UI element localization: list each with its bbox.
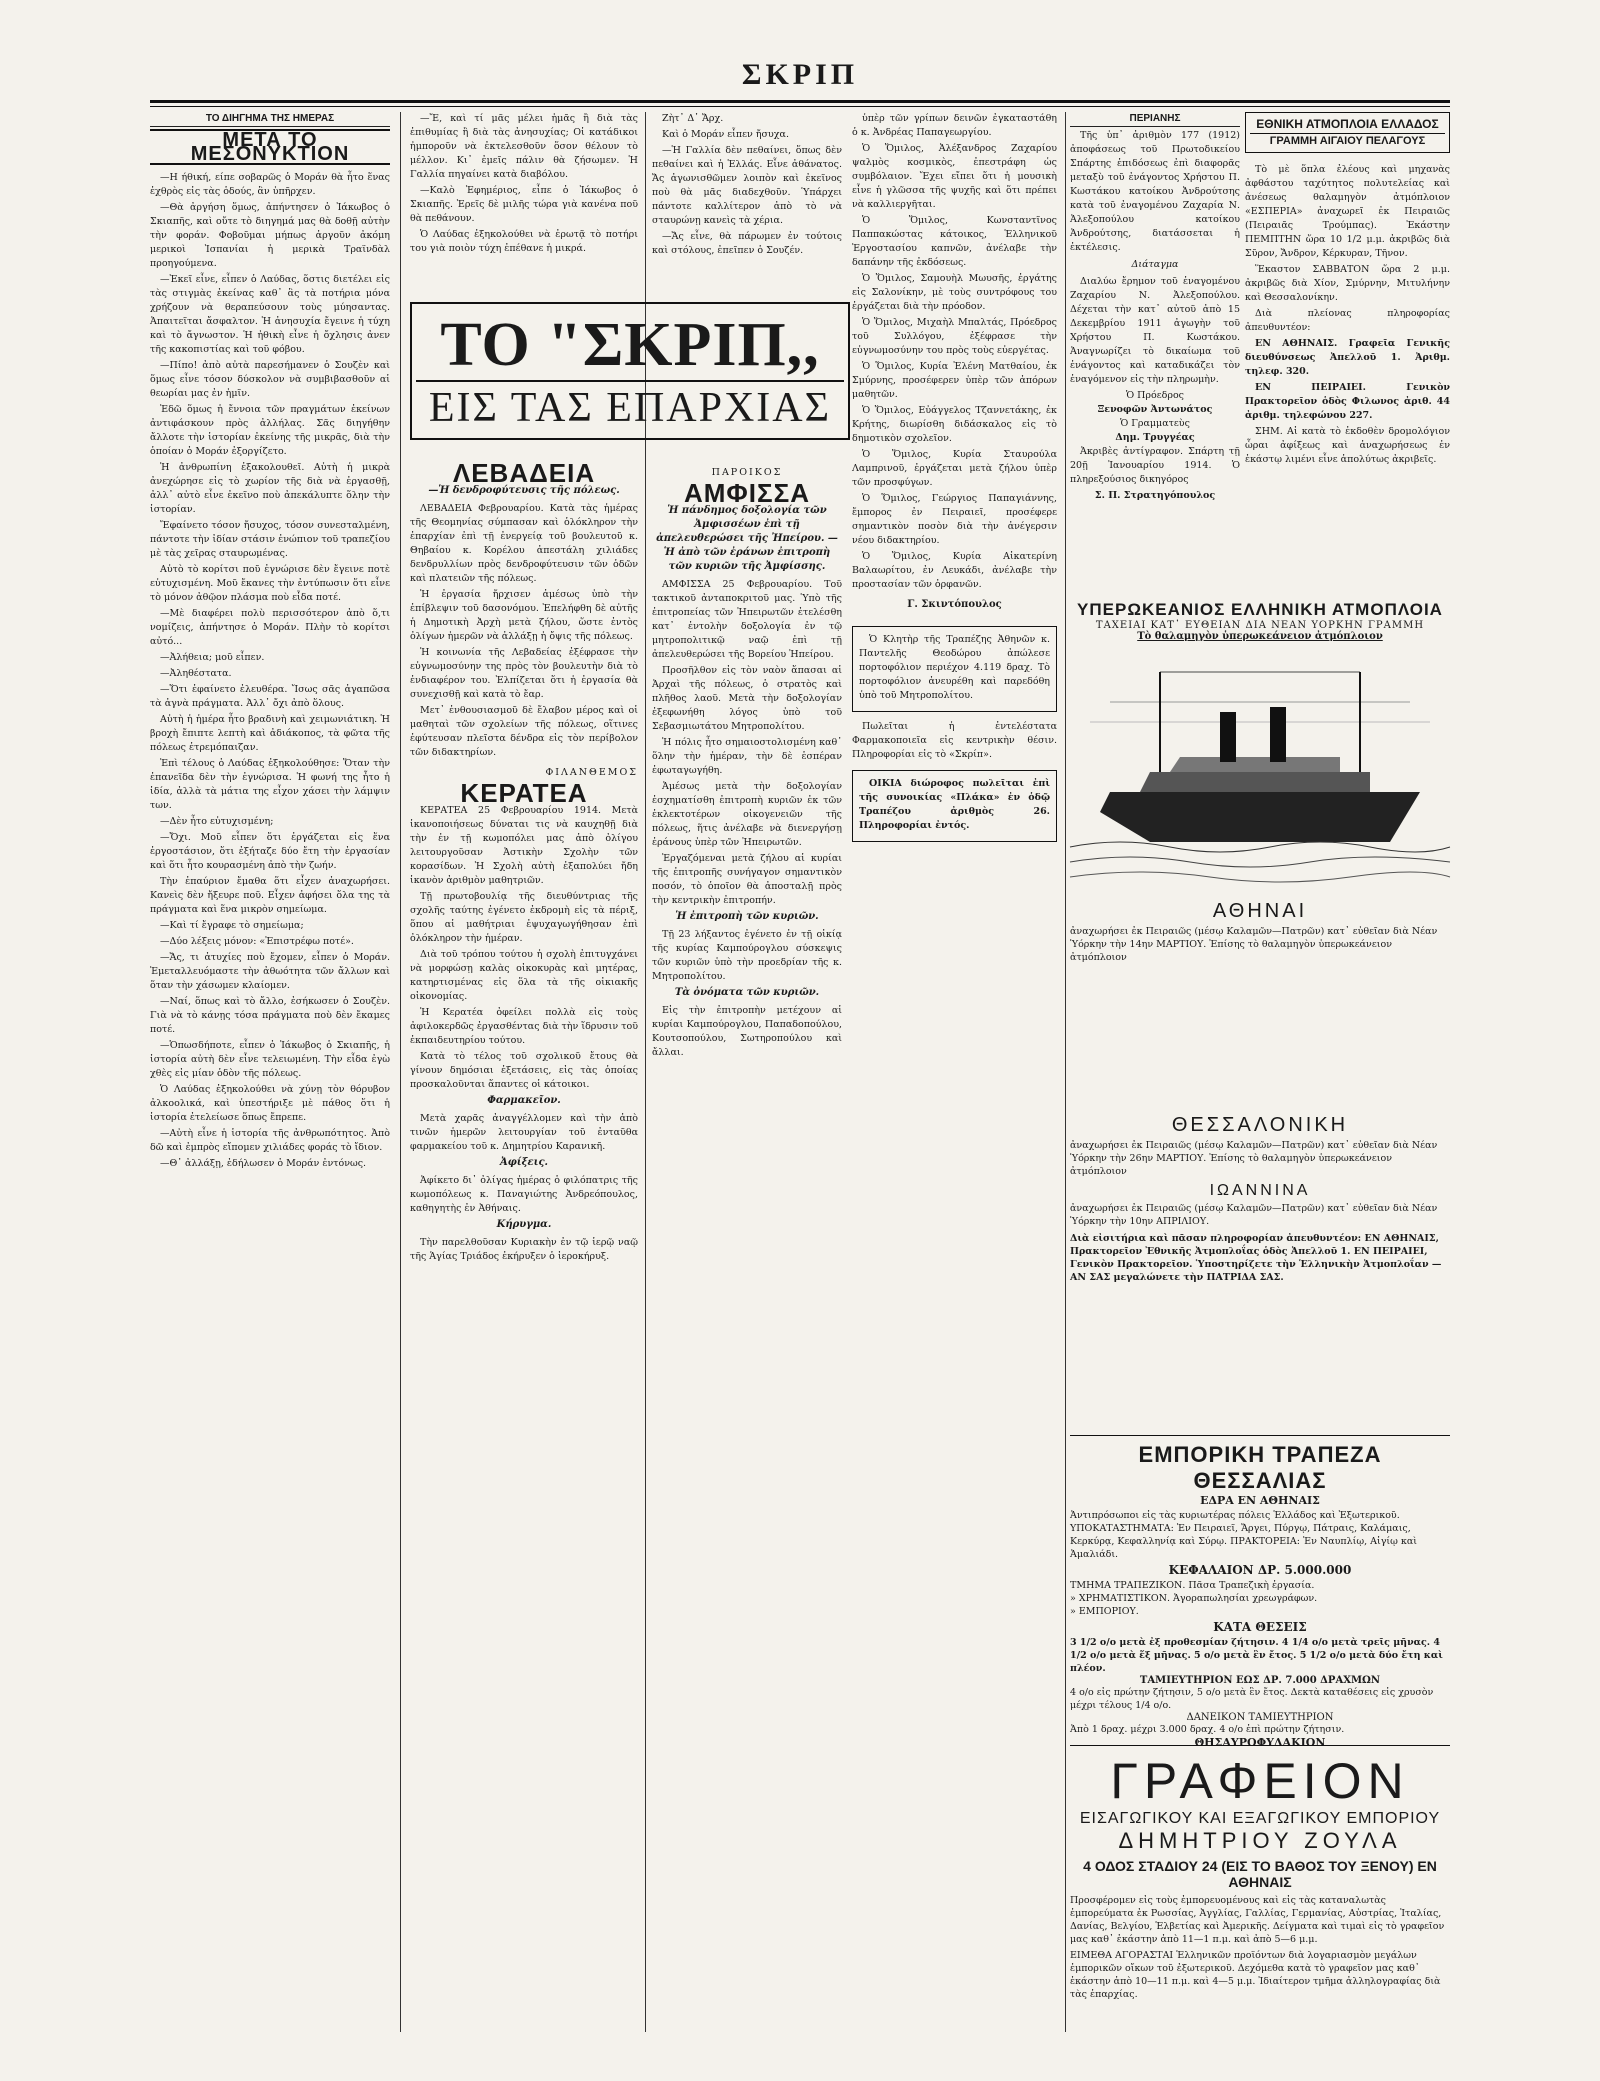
story-paragraph: —Ἀλήθεια; μοῦ εἶπεν. [160, 652, 265, 663]
column-divider [400, 112, 401, 2032]
story-conclusion [652, 112, 842, 302]
masthead-rule-thin [150, 106, 1450, 107]
court-notice-heading: ΠΕΡΙΑΝΗΣ [1070, 112, 1240, 127]
amfissa-names-text: Εἰς τὴν ἐπιτροπὴν μετέχουν αἱ κυρίαι Καμπούρογλου, Παπαδοπούλου, Κουτσοπούλου, Σωτηροπούλου καὶ ἄλλαι. [652, 1005, 842, 1058]
amfissa-paragraph: Ἀμέσως μετὰ τὴν δοξολογίαν ἐσχηματίσθη ἐπιτροπὴ κυριῶν ἐκ τῶν ἐκλεκτοτέρων οἰκογενειῶν τῆς πόλεως, ἥτις ἀνέλαβε νὰ διενεργήσῃ ἐράνους ὑπὲρ τῶν Ἠπειρωτῶν. [652, 781, 842, 848]
banner-subtitle: ΕΙΣ ΤΑΣ ΕΠΑΡΧΙΑΣ [416, 380, 844, 432]
ad-divider [1070, 1435, 1450, 1436]
lebadeia-paragraph: Ἡ ἐργασία ἤρχισεν ἀμέσως ὑπὸ τὴν ἐπίβλεψιν τοῦ δασονόμου. Ἐπελήφθη δὲ αὐτῆς ἡ Δημοτικὴ Ἀρχὴ μετὰ ζήλου, ὥστε ἐντὸς ὀλίγων ἡμερῶν νὰ ἀλλάξῃ ἡ ὄψις τῆς πόλεως. [410, 589, 638, 642]
aegean-ad-text2: Ἕκαστον ΣΑΒΒΑΤΟΝ ὥρα 2 μ.μ. ἀκριβῶς διὰ Χίον, Σμύρνην, Μιτυλήνην καὶ Θεσσαλονίκην. [1245, 264, 1450, 303]
lebadeia-subheading: —Ἡ δενδροφύτευσις τῆς πόλεως. [428, 485, 620, 496]
office-title: ΓΡΑΦΕΙΟΝ [1110, 1753, 1410, 1809]
story-paragraph: —Αὐτὴ εἶνε ἡ ἱστορία τῆς ἀνθρωπότητος. Ἀπὸ δῶ καὶ ἐμπρὸς εἴπομεν χιλιάδες φοράς τὸ ἴδιον. [150, 1128, 390, 1153]
column-divider [1065, 112, 1066, 2032]
story-paragraph: —Ἡ Γαλλία δὲν πεθαίνει, ὅπως δὲν πεθαίνει καὶ ἡ Ἑλλάς. Εἶνε ἀθάνατος. Ἄς ἀγωνισθῶμεν λοιπὸν καὶ ἐκεῖνος ποὺ θὰ μᾶς διαδεχθοῦν. Ὑπάρχει πάντοτε καλλίτερον ἀπὸ τὸ νὰ σταυρώνῃ κανεὶς τὰ χέρια. [652, 145, 842, 226]
club-notice-paragraph: Ὁ Ὅμιλος, Κυρία Ἐλένη Ματθαίου, ἐκ Σμύρνης, προσέφερεν ὑπὲρ τῶν ἀπόρων μαθητῶν. [852, 361, 1057, 400]
club-notice-paragraph: Ὁ Ὅμιλος, Μιχαὴλ Μπαλτάς, Πρόεδρος τοῦ Συλλόγου, ἐξέφρασε τὴν εὐγνωμοσύνην του πρὸς τοὺς εὐεργέτας. [852, 317, 1057, 356]
story-paragraph: Ἡ ἀνθρωπίνη ἐξακολουθεῖ. Αὐτὴ ἡ μικρὰ ἀνεχώρησε εἰς τὸ χωρίον τῆς διὰ νὰ ἐργασθῇ, ἀλλ᾽ αὐτὸ εἶνε ἐκεῖνο ποὺ ἀπεκάλυπτε ὅλην τὴν ἱστορίαν. [150, 462, 390, 515]
bank-savings-text: 4 ο/ο εἰς πρώτην ζήτησιν, 5 ο/ο μετὰ ἓν ἔτος. Δεκτὰ καταθέσεις εἰς χρυσὸν μέχρι τέλους 1/4 ο/ο. [1070, 1687, 1434, 1711]
house-sale-ad [852, 770, 1057, 842]
office-owner-name: ΔΗΜΗΤΡΙΟΥ ΖΟΥΛΑ [1118, 1828, 1402, 1853]
club-notice-paragraph: ὑπὲρ τῶν γρίπων δεινῶν ἐγκαταστάθη ὁ κ. Ἀνδρέας Παπαγεωργίου. [852, 113, 1057, 138]
story-paragraph: Τὴν ἐπαύριον ἔμαθα ὅτι εἶχεν ἀναχωρήσει. Κανεὶς δὲν ἤξευρε ποῦ. Εἶχεν ἀφήσει ὅλα της τὰ πράγματα καὶ ἕνα μικρὸν σημείωμα. [150, 876, 390, 915]
story-paragraph: —Ναί, ὅπως καὶ τὸ ἄλλο, ἐσήκωσεν ὁ Σουζὲν. Γιὰ νὰ τὸ κάνῃς τόσα πράγματα ποὺ δὲν ἔκαμες ποτέ. [150, 996, 390, 1035]
lost-wallet-notice [852, 626, 1057, 712]
story-paragraph: Ζὴτ᾽ Δ᾽ Ἄρχ. [662, 113, 724, 124]
amfissa-body [652, 578, 842, 908]
ship-athinai-text: ἀναχωρήσει ἐκ Πειραιῶς (μέσῳ Καλαμῶν—Πατρῶν) κατ᾽ εὐθεῖαν διὰ Νέαν Ὑόρκην τὴν 14ην ΜΑΡΤΙΟΥ. Ἐπίσης τὸ θαλαμηγὸν ὑπερωκεάνειον ἀτμόπλοιον [1070, 926, 1438, 963]
transatlantic-footer: Διὰ εἰσιτήρια καὶ πᾶσαν πληροφορίαν ἀπευθυντέον: ΕΝ ΑΘΗΝΑΙΣ, Πρακτορεῖον Ἐθνικῆς Ἀτμοπλοΐας ὁδὸς Ἀπελλοῦ 1. ΕΝ ΠΕΙΡΑΙΕΙ, Γενικὸν Πρακτορεῖον. Ὑποστηρίζετε τὴν Ἑλληνικὴν Ἀτμοπλοΐαν — ΑΝ ΣΑΣ μεγαλώνετε τὴν ΠΑΤΡΙΔΑ ΣΑΣ. [1070, 1233, 1442, 1283]
office-subtitle: ΕΙΣΑΓΩΓΙΚΟΥ ΚΑΙ ΕΞΑΓΩΓΙΚΟΥ ΕΜΠΟΡΙΟΥ [1079, 1810, 1441, 1827]
bank-loan-savings-text: Ἀπὸ 1 δραχ. μέχρι 3.000 δραχ. 4 ο/ο ἐπὶ πρώτην ζήτησιν. [1070, 1724, 1345, 1735]
secretary-title: Ὁ Γραμματεὺς [1120, 418, 1190, 429]
transatlantic-ad-continued [1070, 1110, 1450, 1430]
bank-branches-text: Ἀντιπρόσωποι εἰς τὰς κυριωτέρας πόλεις Ἑλλάδος καὶ Ἐξωτερικοῦ. ΥΠΟΚΑΤΑΣΤΗΜΑΤΑ: Ἐν Πειραιεῖ, Ἄργει, Πύργῳ, Πάτραις, Καλάμαις, Κερκύρᾳ, Κεφαλληνίᾳ καὶ Σύρῳ. ΠΡΑΚΤΟΡΕΙΑ: Ἐν Ναυπλίῳ, Αἰγίῳ καὶ Ἀμαλιάδι. [1070, 1510, 1418, 1560]
story-paragraph: Ὁ Λαύδας ἐξηκολούθει νὰ χύνῃ τὸν θόρυβον ἀλκοολικά, καὶ ὑπεστήριξε μὲ πάθος ὅτι ἡ ἱστορία ἐτελείωσε ὅπως ἔπρεπε. [150, 1084, 390, 1123]
story-paragraph: Αὐτὴ ἡ ἡμέρα ἦτο βραδινὴ καὶ χειμωνιάτικη. Ἡ βροχὴ ἔπιπτε λεπτὴ καὶ ἀδιάκοπος, τὰ φῶτα τῆς πόλεως ἐτρεμόπαιζαν. [150, 714, 390, 753]
club-notice-paragraph: Ὁ Ὅμιλος, Σαμουὴλ Μωυσῆς, ἐργάτης εἰς Σαλονίκην, μὲ τοὺς συντρόφους του ἐργάζεται διὰ τὴν πρόοδον. [852, 273, 1057, 312]
office-buyers-text: ΕΙΜΕΘΑ ΑΓΟΡΑΣΤΑΙ Ἑλληνικῶν προϊόντων διὰ λογαριασμὸν μεγάλων ἐμπορικῶν οἴκων τοῦ ἐξωτερικοῦ. Δεχόμεθα κατὰ τὸ γραφεῖον μας καθ᾽ ἑκάστην ἀπὸ 10—11 π.μ. καὶ 4—5 μ.μ. Ἰδιαίτερον τμῆμα ἀλληλογραφίας διὰ τὰς ἐπαρχίας. [1070, 1950, 1441, 2000]
club-notices [852, 112, 1057, 592]
amfissa-paragraph: Προσῆλθον εἰς τὸν ναὸν ἅπασαι αἱ Ἀρχαὶ τῆς πόλεως, ὁ στρατὸς καὶ πλῆθος λαοῦ. Μετὰ τὴν δοξολογίαν ἐξεφωνήθη λόγος ὑπὸ τοῦ Σεβασμιωτάτου Μητροπολίτου. [652, 665, 842, 732]
ship-thessaloniki-name: ΘΕΣΣΑΛΟΝΙΚΗ [1171, 1114, 1349, 1136]
story-paragraph: —Ἔ, καὶ τί μᾶς μέλει ἡμᾶς ἢ διὰ τὰς ἐπιθυμίας ἢ διὰ τὰς ἀνησυχίας; Οἱ κατάδικοι ἠμποροῦν νὰ ἐκτελεσθοῦν ὅσον θέλουν τὸ μέλλον. Κι᾽ ἐμεῖς πάλιν θὰ ζήσωμεν. Ἡ Γαλλία πηγαίνει κατὰ διαβόλου. [410, 113, 638, 180]
story-paragraph: —Ἐκεῖ εἶνε, εἶπεν ὁ Λαύδας, ὅστις διετέλει εἰς τὰς στιγμὰς ἐκείνας καθ᾽ ἃς τὰ ποτήρια μόνα χρήζουν νὰ θεραπεύσουν τοὺς μύησαντας. Ἀπαιτεῖται ἄσφαλτον. Ἡ ἀνησυχία ἔγεινε ἡ τύχη καὶ τὸ ἄγνωστον. Ἡ ἠθικὴ εἶνε ἡ ὄχλησις ἀνεν τῆς κακοπιστίας καὶ τοῦ φόβου. [150, 274, 390, 355]
lawyer-name: Σ. Π. Στρατηγόπουλος [1094, 490, 1216, 501]
bank-dept-exchange: » ΧΡΗΜΑΤΙΣΤΙΚΟΝ. Ἀγοραπωλησίαι χρεωγράφων. [1070, 1593, 1318, 1604]
story-paragraph: —Ὅτι ἐφαίνετο ἐλευθέρα. Ἴσως σᾶς ἀγαπῶσα τὰ ἀγνὰ πράγματα. Ἀλλ᾽ ὄχι ἀπὸ ὅλους. [150, 684, 390, 709]
amfissa-names-heading: Τὰ ὀνόματα τῶν κυριῶν. [674, 987, 820, 998]
provincial-news-left [410, 460, 638, 2032]
decree-heading: Διάταγμα [1131, 259, 1179, 270]
keratea-heading: ΚΕΡΑΤΕΑ [460, 778, 588, 808]
story-paragraph: —Πίπο! ἀπὸ αὐτὰ παρεσήμανεν ὁ Σουζὲν καὶ ὅμως εἶνε τόσον δύσκολον νὰ συμβιβασθοῦν αἱ θεωρίαι μας ἐν ἡμῖν. [150, 360, 390, 399]
import-export-office-ad [1070, 1752, 1450, 2032]
lebadeia-paragraph: ΛΕΒΑΔΕΙΑ Φεβρουαρίου. Κατὰ τὰς ἡμέρας τῆς Θεομηνίας σύμπασαν καὶ ὁλόκληρον τὴν ἐπαρχίαν ἐπὶ τῇ ἐνεργείᾳ τοῦ βουλευτοῦ κ. Θηβαίου κ. Κορέλου ἀπεστάλη χιλιάδες δενδρυλλίων πρὸς δενδροφύτευσιν τῶν ὁδῶν καὶ πλατειῶν τῆς πόλεως. [410, 503, 638, 584]
bank-footer: ΘΗΣΑΥΡΟΦΥΛΑΚΙΟΝ [1194, 1736, 1326, 1749]
amfissa-heading: ΑΜΦΙΣΣΑ [684, 478, 810, 508]
lebadeia-body [410, 502, 638, 760]
ship-caption: Τὸ θαλαμηγὸν ὑπερωκεάνειον ἀτμόπλοιον [1137, 631, 1383, 642]
office-address: 4 ΟΔΟΣ ΣΤΑΔΙΟΥ 24 (ΕΙΣ ΤΟ ΒΑΘΟΣ ΤΟΥ ΞΕΝΟΥ) ΕΝ ΑΘΗΝΑΙΣ [1083, 1858, 1437, 1890]
story-column [150, 112, 390, 2032]
story-paragraph: —Καὶ τί ἔγραφε τὸ σημείωμα; [160, 920, 304, 931]
masthead-rule [150, 100, 1450, 103]
story-paragraph: —Ἄς εἶνε, θὰ πάρωμεν ἐν τούτοις καὶ στόλους, ἐπεῖπεν ὁ Σουζέν. [652, 231, 842, 256]
bank-subtitle: ΕΔΡΑ ΕΝ ΑΘΗΝΑΙΣ [1200, 1494, 1320, 1507]
story-paragraph: Καὶ ὁ Μοράν εἶπεν ἤσυχα. [662, 129, 789, 140]
aegean-ad-subtitle: ΓΡΑΜΜΗ ΑΙΓΑΙΟΥ ΠΕΛΑΓΟΥΣ [1250, 133, 1445, 148]
lebadeia-signoff: ΦΙΛΑΝΘΕΜΟΣ [545, 767, 638, 778]
aegean-ad-piraeus: ΕΝ ΠΕΙΡΑΙΕΙ. Γενικὸν Πρακτορεῖον ὁδὸς Φιλωνος ἀριθ. 44 ἀριθμ. τηλεφώνου 227. [1245, 382, 1450, 421]
amfissa-paragraph: Ἡ πόλις ἦτο σημαιοστολισμένη καθ᾽ ὅλην τὴν ἡμέραν, τὴν δὲ ἑσπέραν ἐφωταγωγήθη. [652, 737, 842, 776]
story-body [150, 171, 390, 1171]
keratea-arrivals-heading: Ἀφίξεις. [499, 1157, 549, 1168]
ship-athinai-name: ΑΘΗΝΑΙ [1212, 900, 1308, 922]
lebadeia-heading: ΛΕΒΑΔΕΙΑ [452, 458, 596, 488]
story-paragraph: —Ἀληθέστατα. [160, 668, 232, 679]
story-continuation-body [410, 112, 638, 256]
story-paragraph: —Δὲν ἦτο εὐτυχισμένη; [160, 816, 274, 827]
ship-thessaloniki-text: ἀναχωρήσει ἐκ Πειραιῶς (μέσῳ Καλαμῶν—Πατρῶν) κατ᾽ εὐθεῖαν διὰ Νέαν Ὑόρκην τὴν 26ην ΜΑΡΤΙΟΥ. Ἐπίσης τὸ θαλαμηγὸν ὑπερωκεάνειον ἀτμόπλοιον [1070, 1140, 1438, 1177]
ad-divider [1070, 1745, 1450, 1746]
banner-title: ΤΟ "ΣΚΡΙΠ,, [440, 311, 820, 379]
provinces-banner [410, 302, 850, 450]
keratea-body [410, 804, 638, 1092]
house-sale-text: ΟΙΚΙΑ διώροφος πωλεῖται ἐπὶ τῆς συνοικίας «Πλάκα» ἐν ὁδῷ Τραπέζου ἀριθμὸς 26. Πληροφορίαι ἐντός. [859, 778, 1050, 831]
story-paragraph: —Ὄχι. Μοῦ εἶπεν ὅτι ἐργάζεται εἰς ἕνα ἐργοστάσιον, ὅτι ἐξήταζε δύο ἔτη τὴν ἐργασίαν καὶ ὅτι ἦτο κουρασμένη ἀπὸ τὴν ζωήν. [150, 832, 390, 871]
ship-ioannina-text: ἀναχωρήσει ἐκ Πειραιῶς (μέσῳ Καλαμῶν—Πατρῶν) κατ᾽ εὐθεῖαν διὰ Νέαν Ὑόρκην τὴν 10ην ΑΠΡΙΛΙΟΥ. [1070, 1203, 1438, 1227]
keratea-paragraph: Τῇ πρωτοβουλίᾳ τῆς διευθύντριας τῆς σχολῆς ταύτης ἐγένετο ἐκδρομὴ εἰς τὰ πέριξ, ὅπου αἱ μαθήτριαι ἐψυχαγωγήθησαν ἐπὶ ὀλόκληρον τὴν ἡμέραν. [410, 891, 638, 944]
club-notice-paragraph: Ὁ Ὅμιλος, Κυρία Σταυρούλα Λαμπρινοῦ, ἐργάζεται μετὰ ζήλου ὑπὲρ τῶν προσφύγων. [852, 449, 1057, 488]
decree-text: Διαλύω ἔρημον τοῦ ἐναγομένου Ζαχαρίου Ν. Ἀλεξοπούλου. Δέχεται τὴν κατ᾽ αὐτοῦ ἀπὸ 15 Δεκεμβρίου 1911 ἀγωγὴν τοῦ Χρήστου Π. Κωστάκου. Ἀναγνωρίζει τὸ δικαίωμα τοῦ ἐνάγοντος καὶ καταδικάζει τὸν ἐναγόμενον εἰς τὴν πληρωμὴν. [1070, 276, 1240, 385]
bank-dept-banking: ΤΜΗΜΑ ΤΡΑΠΕΖΙΚΟΝ. Πᾶσα Τραπεζικὴ ἐργασία. [1070, 1580, 1315, 1591]
amfissa-committee-heading: Ἡ ἐπιτροπὴ τῶν κυριῶν. [675, 911, 819, 922]
story-paragraph: —Ἄς, τι ἀτυχίες ποὺ ἔχομεν, εἶπεν ὁ Μοράν. Ἐμεταλλευόμαστε τὴν ἀθωότητα τῶν ἄλλων καὶ ὅταν τὴν χάσωμεν κλαίομεν. [150, 952, 390, 991]
story-paragraph: —Θὰ ἀργήση ὅμως, ἀπήντησεν ὁ Ἰάκωβος ὁ Σκιαπῆς, καὶ οὔτε τὸ διηγημά μας θὰ δοθῇ αὐτὴν τὴν φοράν. Φοβοῦμαι μήπως ἀργοῦν ἀκόμη μερικοὶ Ἰσπανίαι ἡ μερικὰ Τραϊνδὰλ προηγούμενα. [150, 202, 390, 269]
transatlantic-title: ΥΠΕΡΩΚΕΑΝΙΟΣ ΕΛΛΗΝΙΚΗ ΑΤΜΟΠΛΟΙΑ [1077, 600, 1443, 619]
story-paragraph: —Η ήθική, είπε σοβαρῶς ὁ Μοράν θὰ ἦτο ἕνας ἐχθρὸς εἰς τὰς ὁδούς, ἂν ὑπῆρχεν. [150, 172, 390, 197]
steamship-illustration [1070, 642, 1450, 892]
masthead [150, 58, 1450, 92]
certified-copy-text: Ἀκριβὲς ἀντίγραφον. Σπάρτη τῇ 20ῇ Ἰανουαρίου 1914. Ὁ πληρεξούσιος δικηγόρος [1070, 446, 1240, 485]
club-notice-paragraph: Ὁ Ὅμιλος, Κυρία Αἰκατερίνη Βαλαωρίτου, ἐν Λευκάδι, ἀνέλαβε τὴν προστασίαν τῶν ὀρφανῶν. [852, 551, 1057, 590]
story-conclusion-body [652, 112, 842, 258]
story-paragraph: —Δύο λέξεις μόνον: «Ἐπιστρέφω ποτέ». [160, 936, 354, 947]
story-continuation [410, 112, 638, 302]
story-paragraph: —Μὲ διαφέρει πολὺ περισσότερον ἀπὸ ὅ,τι νομίζεις, ἀπήντησε ὁ Μοράν. Πλὴν τὸ κορίτσι αὐτό... [150, 608, 390, 647]
club-notice-paragraph: Ὁ Ὅμιλος, Γεώργιος Παπαγιάννης, ἔμπορος ἐν Πειραιεῖ, προσέφερε σημαντικὸν ποσὸν διὰ τὴν ἀνέγερσιν νέου διδακτηρίου. [852, 493, 1057, 546]
keratea-sermon-text: Τὴν παρελθοῦσαν Κυριακὴν ἐν τῷ ἱερῷ ναῷ τῆς Ἁγίας Τριάδος ἐκήρυξεν ὁ ἱεροκήρυξ. [410, 1237, 638, 1262]
bank-title: ΕΜΠΟΡΙΚΗ ΤΡΑΠΕΖΑ ΘΕΣΣΑΛΙΑΣ [1138, 1442, 1382, 1493]
office-offer-text: Προσφέρομεν εἰς τοὺς ἐμπορευομένους καὶ εἰς τὰς καταναλωτὰς ἐμπορεύματα ἐκ Ρωσσίας, Ἀγγλίας, Γαλλίας, Γερμανίας, Αὐστρίας, Ἰταλίας, Δανίας, Βελγίου, Ἑλβετίας καὶ Ἀμερικῆς. Δείγματα καὶ τιμαὶ εἰς τὸ γραφεῖον μας καθ᾽ ἑκάστην ἀπὸ 11—1 π.μ. καὶ ἀπὸ 5—6 μ.μ. [1070, 1895, 1445, 1945]
bank-loan-savings-heading: ΔΑΝΕΙΚΟΝ ΤΑΜΙΕΥΤΗΡΙΟΝ [1186, 1712, 1334, 1723]
aegean-ad-athens: ΕΝ ΑΘΗΝΑΙΣ. Γραφεῖα Γενικῆς διευθύνσεως Ἀπελλοῦ 1. Ἀριθμ. τηλεφ. 320. [1245, 338, 1450, 377]
amfissa-committee-text: Τῇ 23 λήξαντος ἐγένετο ἐν τῇ οἰκίᾳ τῆς κυρίας Καμπούρογλου σύσκεψις τῶν κυριῶν ὑπὸ τὴν προεδρίαν τῆς κ. Μητροπολίτου. [652, 929, 842, 982]
aegean-line-ad [1245, 112, 1450, 592]
pharmacy-sale-notice: Πωλεῖται ἡ ἐντελέστατα Φαρμακοποιεῖα εἰς κεντρικὴν θέσιν. Πληροφορίαι εἰς τὸ «Σκρίπ». [852, 721, 1057, 760]
amfissa-subheading: Ἡ πάνδημος δοξολογία τῶν Ἀμφισσέων ἐπὶ τῇ ἀπελευθερώσει τῆς Ἠπείρου. — Ἡ ἀπὸ τῶν ἐράνων ἐπιτροπὴ τῶν κυριῶν τῆς Ἀμφίσσης. [656, 505, 838, 572]
story-paragraph: —Θ᾽ ἀλλάξῃ, ἐδήλωσεν ὁ Μοράν ἐντόνως. [160, 1158, 367, 1169]
bank-dept-commerce: » ΕΜΠΟΡΙΟΥ. [1070, 1606, 1139, 1617]
keratea-arrivals-text: Ἀφίκετο δι᾽ ὀλίγας ἡμέρας ὁ φιλόπατρις τῆς κωμοπόλεως κ. Παναγιώτης Ἀνδρεόπουλος, καθηγητὴς ἐν Ἀθήναις. [410, 1175, 638, 1214]
lebadeia-paragraph: Ἡ κοινωνία τῆς Λεβαδείας ἐξέφρασε τὴν εὐγνωμοσύνην της πρὸς τὸν βουλευτὴν διὰ τὸ ἐνδιαφέρον του. Ἐλπίζεται ὅτι ἡ ἐργασία θὰ συνεχισθῇ καὶ κατὰ τὸ ἔαρ. [410, 647, 638, 700]
notices-signature: Γ. Σκιντόπουλος [907, 599, 1002, 610]
story-paragraph: Ἐπὶ τέλους ὁ Λαύδας ἐξηκολούθησε: Ὅταν τὴν ἐπανεῖδα δὲν τὴν ἐγνώρισα. Ἡ φωνή της ἦτο ἡ ἰδία, ἀλλὰ τὰ μάτια της εἶχον χάσει τὴν λάμψιν των. [150, 758, 390, 811]
aegean-ad-title: ΕΘΝΙΚΗ ΑΤΜΟΠΛΟΙΑ ΕΛΛΑΔΟΣ [1256, 117, 1439, 131]
lost-wallet-text: Ὁ Κλητὴρ τῆς Τραπέζης Ἀθηνῶν κ. Παντελῆς Θεοδώρου ἀπώλεσε πορτοφόλιον περιέχον 4.119 δραχ. Τὸ πορτοφόλιον ἀνευρέθη καὶ παρεδόθη ὑπὸ τοῦ Μητροπολίτου. [859, 634, 1050, 701]
bank-rates-text: 3 1/2 ο/ο μετὰ ἐξ προθεσμίαν ζήτησιν. 4 1/4 ο/ο μετὰ τρεῖς μῆνας. 4 1/2 ο/ο μετὰ ἕξ μῆνας. 5 ο/ο μετὰ ἓν ἔτος. 5 1/2 ο/ο μετὰ δύο ἔτη καὶ πλέον. [1070, 1637, 1443, 1674]
keratea-paragraph: Ἡ Κερατέα ὀφείλει πολλὰ εἰς τοὺς ἀφιλοκερδῶς ἐργασθέντας διὰ τὴν ἵδρυσιν τοῦ ἐκπαιδευτηρίου τούτου. [410, 1007, 638, 1046]
court-notice-text: Τῆς ὑπ᾽ ἀριθμὸν 177 (1912) ἀποφάσεως τοῦ Πρωτοδικείου Σπάρτης ἐπιδόσεως ἐπὶ διαφορᾶς μεταξὺ τοῦ ἐνάγοντος Χρήστου Π. Κωστάκου κατοίκου Ἀνδρούτσης κατὰ τοῦ ἐναγομένου Ζαχαρία Ν. Ἀλεξοπούλου κατοίκου Ἀνδρούτσης, διατάσσεται ἡ ἐκτέλεσις. [1070, 130, 1240, 253]
story-paragraph: Ἐδῶ ὅμως ἡ ἔννοια τῶν πραγμάτων ἐκείνων ἀντιφάσκουν πρὸς ἀλλήλας. Σᾶς διηγήθην ἄλλοτε τὴν ἱστορίαν ἐκείνης τῆς μικρᾶς, διὰ τὴν ὁποίαν ὁ Μοράν ἐξοργίζετο. [150, 404, 390, 457]
keratea-paragraph: Διὰ τοῦ τρόπου τούτου ἡ σχολὴ ἐπιτυγχάνει νὰ μορφώσῃ καλὰς οἰκοκυρὰς καὶ μητέρας, κατηρτισμένας εἰς ὅλα τὰ τῆς οἰκιακῆς οἰκονομίας. [410, 949, 638, 1002]
bank-ad [1070, 1442, 1450, 1749]
president-title: Ὁ Πρόεδρος [1125, 390, 1185, 401]
provincial-news-right [652, 460, 842, 2032]
club-notice-paragraph: Ὁ Ὅμιλος, Εὐάγγελος Τζαννετάκης, ἐκ Κρήτης, διωρίσθη διδάσκαλος εἰς τὸ δημοτικὸν σχολεῖον. [852, 405, 1057, 444]
keratea-pharmacy-heading: Φαρμακεῖον. [487, 1095, 561, 1106]
bank-rates-heading: ΚΑΤΑ ΘΕΣΕΙΣ [1213, 1620, 1307, 1634]
secretary-name: Δημ. Τρυγγέας [1115, 432, 1195, 443]
amfissa-paragraph: Ἐργαζόμεναι μετὰ ζήλου αἱ κυρίαι τῆς ἐπιτροπῆς συνήγαγον σημαντικὸν ποσόν, τὸ ὁποῖον θὰ ἀποσταλῇ πρὸς τὴν κεντρικὴν ἐπιτροπήν. [652, 853, 842, 906]
keratea-sermon-heading: Κήρυγμα. [496, 1219, 552, 1230]
transatlantic-subtitle: ΤΑΧΕΙΑΙ ΚΑΤ᾽ ΕΥΘΕΙΑΝ ΔΙΑ ΝΕΑΝ ΥΟΡΚΗΝ ΓΡΑΜΜΗ [1095, 620, 1425, 631]
club-notice-paragraph: Ὁ Ὅμιλος, Κωνσταντῖνος Παππακώστας κάτοικος, Ἑλληνικοῦ Ἐργοστασίου καπνῶν, ἀνέλαβε τὴν δαπάνην τῆς ἐκδόσεως. [852, 215, 1057, 268]
notices-column [852, 112, 1057, 2032]
aegean-ad-note: ΣΗΜ. Αἱ κατὰ τὸ ἐκδοθὲν δρομολόγιον ὧραι ἀφίξεως καὶ ἀναχωρήσεως ἐν ἑκάστῳ λιμένι εἶνε ἀπολύτως ἀκριβεῖς. [1245, 426, 1450, 465]
story-section-label: ΤΟ ΔΙΗΓΗΜΑ ΤΗΣ ΗΜΕΡΑΣ [150, 112, 390, 127]
story-paragraph: Ὁ Λαύδας ἐξηκολούθει νὰ ἐρωτᾷ τὸ ποτήρι του γιὰ ποιὸν τύχη ἐπέθανε ἡ μικρά. [410, 229, 638, 254]
aegean-ad-text3: Διὰ πλείονας πληροφορίας ἀπευθυντέον: [1245, 308, 1450, 333]
club-notice-paragraph: Ὁ Ὅμιλος, Ἀλέξανδρος Ζαχαρίου ψαλμὸς κοσμικὸς, ἐπεστράφη ὡς συμβόλαιον. Ἔχει εἴπει ὅτι ἡ μουσικὴ εἶνε ἡ γλῶσσα τῆς ψυχῆς καὶ ὅτι πρέπει νὰ καλλιεργῆται. [852, 143, 1057, 210]
transatlantic-ad [1070, 600, 1450, 1105]
ship-ioannina-name: ΙΩΑΝΝΙΝΑ [1209, 1182, 1311, 1199]
keratea-pharmacy-text: Μετὰ χαρᾶς ἀναγγέλλομεν καὶ τὴν ἀπὸ τινῶν ἡμερῶν λειτουργίαν τοῦ ἐνταῦθα φαρμακείου τοῦ κ. Δημητρίου Καρανικῆ. [410, 1113, 638, 1152]
story-paragraph: Αὐτὸ τὸ κορίτσι ποῦ ἐγνώρισε δὲν ἔγεινε ποτὲ εὐτυχισμένη. Μοῦ ἔκανες τὴν ἐντύπωσιν ὅτι εἶνε τὸ μόνον ἀθῷον πλάσμα ποὺ εἶδα ποτέ. [150, 564, 390, 603]
bank-capital: ΚΕΦΑΛΑΙΟΝ ΔΡ. 5.000.000 [1168, 1563, 1352, 1577]
keratea-paragraph: ΚΕΡΑΤΕΑ 25 Φεβρουαρίου 1914. Μετὰ ἱκανοποιήσεως δύναται τις νὰ καυχηθῇ διὰ τὴν ἐν τῇ κωμοπόλει μας ἀπὸ ὀλίγου λειτουργοῦσαν Ἀστικὴν Σχολὴν τῶν κορασίδων. Ἡ Σχολὴ αὐτὴ ἐξαπολύει ἤδη ἱκανὸν ἀριθμὸν μαθητριῶν. [410, 805, 638, 886]
bank-savings-heading: ΤΑΜΙΕΥΤΗΡΙΟΝ ΕΩΣ ΔΡ. 7.000 ΔΡΑΧΜΩΝ [1139, 1675, 1381, 1686]
lebadeia-paragraph: Μετ᾽ ἐνθουσιασμοῦ δὲ ἔλαβον μέρος καὶ οἱ μαθηταὶ τῶν σχολείων τῆς πόλεως, οἵτινες ἐφύτευσαν πλεῖστα δένδρα εἰς τὸν περίβολον τῶν διδακτηρίων. [410, 705, 638, 758]
amfissa-pre-label: ΠΑΡΟΙΚΟΣ [711, 467, 783, 478]
story-title: ΜΕΤΑ ΤΟ ΜΕΣΟΝΥΚΤΙΟΝ [150, 129, 390, 165]
newspaper-title: ΣΚΡΙΠ [741, 58, 859, 91]
president-name: Ξενοφῶν Ἀντωνάτος [1097, 404, 1213, 415]
story-paragraph: —Καλὸ Ἐφημέριος, εἶπε ὁ Ἰάκωβος ὁ Σκιαπῆς. Ἐρεῖς δὲ μιλῆς τώρα γιὰ κανένα ποῦ θὰ πεθάνουν. [410, 185, 638, 224]
keratea-paragraph: Κατὰ τὸ τέλος τοῦ σχολικοῦ ἔτους θὰ γίνουν δημόσιαι ἐξετάσεις, εἰς τὰς ὁποίας προσκαλοῦνται ἅπαντες οἱ κάτοικοι. [410, 1051, 638, 1090]
aegean-ad-text: Τὸ μὲ ὅπλα ἐλέους καὶ μηχανὰς ἀφθάστου ταχύτητος πολυτελείας καὶ ἀνέσεως θαλαμηγὸν ἀτμόπλοιον «ΕΣΠΕΡΙΑ» ἀναχωρεῖ ἐκ Πειραιῶς (Πειραιᾶς Τρούμπας). Ἐκάστην ΠΕΜΠΤΗΝ ὥρα 10 1/2 μ.μ. ἀκριβῶς διὰ Σῦρον, Ἄνδρον, Κέρκυραν, Τῆνον. [1245, 164, 1450, 259]
story-paragraph: Ἔφαίνετο τόσον ἤσυχος, τόσον συνεσταλμένη, πάντοτε τὴν ἰδίαν στάσιν ἐνώπιον τοῦ τραπεζίου μὲ τὰς χεῖρας σταυρωμένας. [150, 520, 390, 559]
story-paragraph: —Ὁπωσδήποτε, εἶπεν ὁ Ἰάκωβος ὁ Σκιαπῆς, ἡ ἱστορία αὐτὴ δὲν εἶνε τελειωμένη. Τὴν εἶδα ἐγὼ χθὲς εἰς μίαν ὁδὸν τῆς πόλεως. [150, 1040, 390, 1079]
amfissa-paragraph: ΑΜΦΙΣΣΑ 25 Φεβρουαρίου. Τοῦ τακτικοῦ ἀνταποκριτοῦ μας. Ὑπὸ τῆς ἐπιτροπείας τῶν Ἠπειρωτῶν ἐτελέσθη κατ᾽ ἐντολὴν δοξολογία ἐν τῷ μητροπολιτικῷ ναῷ ἐπὶ τῇ ἀπελευθερώσει τῆς Βορείου Ἠπείρου. [652, 579, 842, 660]
